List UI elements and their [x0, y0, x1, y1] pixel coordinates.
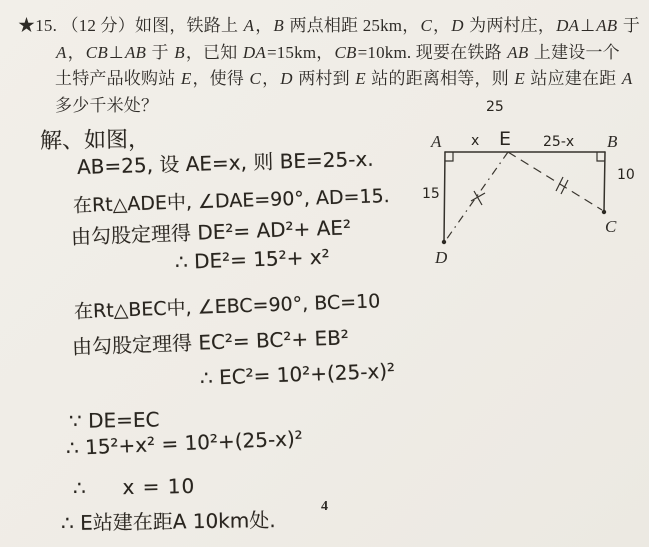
geometry-diagram	[415, 95, 649, 275]
solution-pythagoras-de: 由勾股定理得 DE²= AD²+ AE²	[70, 215, 352, 249]
solution-setup-line: AB=25, 设 AE=x, 则 BE=25-x.	[76, 146, 374, 179]
tick-mark-ed	[471, 191, 485, 205]
solution-de-equals-ec: ∵ DE=EC	[68, 407, 160, 433]
right-angle-at-b	[597, 152, 605, 161]
solution-de-squared: ∴ DE²= 15²+ x²	[174, 244, 331, 274]
right-angle-at-a	[445, 152, 453, 161]
solution-ec-squared: ∴ EC²= 10²+(25-x)²	[199, 358, 396, 390]
problem-line-2: A，CB⊥AB 于 B，已知 DA=15km，CB=10km. 现要在铁路 AB 上建设一个	[56, 42, 620, 62]
segment-ad	[444, 152, 445, 242]
solution-equation: ∴ 15²+x² = 10²+(25-x)²	[65, 426, 304, 460]
label-a: A	[431, 132, 442, 151]
label-length-10: 10	[617, 167, 635, 183]
point-d-dot	[442, 240, 446, 244]
label-total-25: 25	[486, 99, 504, 115]
point-c-dot	[602, 210, 606, 214]
label-e: E	[499, 128, 512, 150]
solution-triangle-ade: 在Rt△ADE中, ∠DAE=90°, AD=15.	[72, 185, 390, 217]
problem-line-4: 多少千米处？	[55, 95, 159, 115]
solution-triangle-bec: 在Rt△BEC中, ∠EBC=90°, BC=10	[73, 290, 381, 323]
label-length-15: 15	[422, 186, 440, 202]
problem-line-1: ★15. （12 分）如图，铁路上 A，B 两点相距 25km，C，D 为两村庄，DA⊥AB 于	[18, 16, 641, 35]
label-b: B	[607, 132, 618, 151]
solution-heading: 解、如图，	[39, 127, 151, 154]
solution-conclusion: ∴ E站建在距A 10km处.	[60, 508, 276, 535]
solution-x-value: ∴ x = 10	[72, 473, 196, 500]
solution-pythagoras-ec: 由勾股定理得 EC²= BC²+ EB²	[71, 325, 350, 359]
label-segment-x: x	[471, 133, 480, 149]
label-c: C	[605, 217, 617, 236]
segment-ec	[508, 152, 602, 210]
label-segment-25-x: 25-x	[543, 134, 575, 150]
page-number: 4	[321, 499, 328, 514]
problem-line-3: 土特产品收购站 E，使得 C，D 两村到 E 站的距离相等，则 E 站应建在距 A	[55, 69, 633, 88]
label-d: D	[435, 248, 448, 267]
